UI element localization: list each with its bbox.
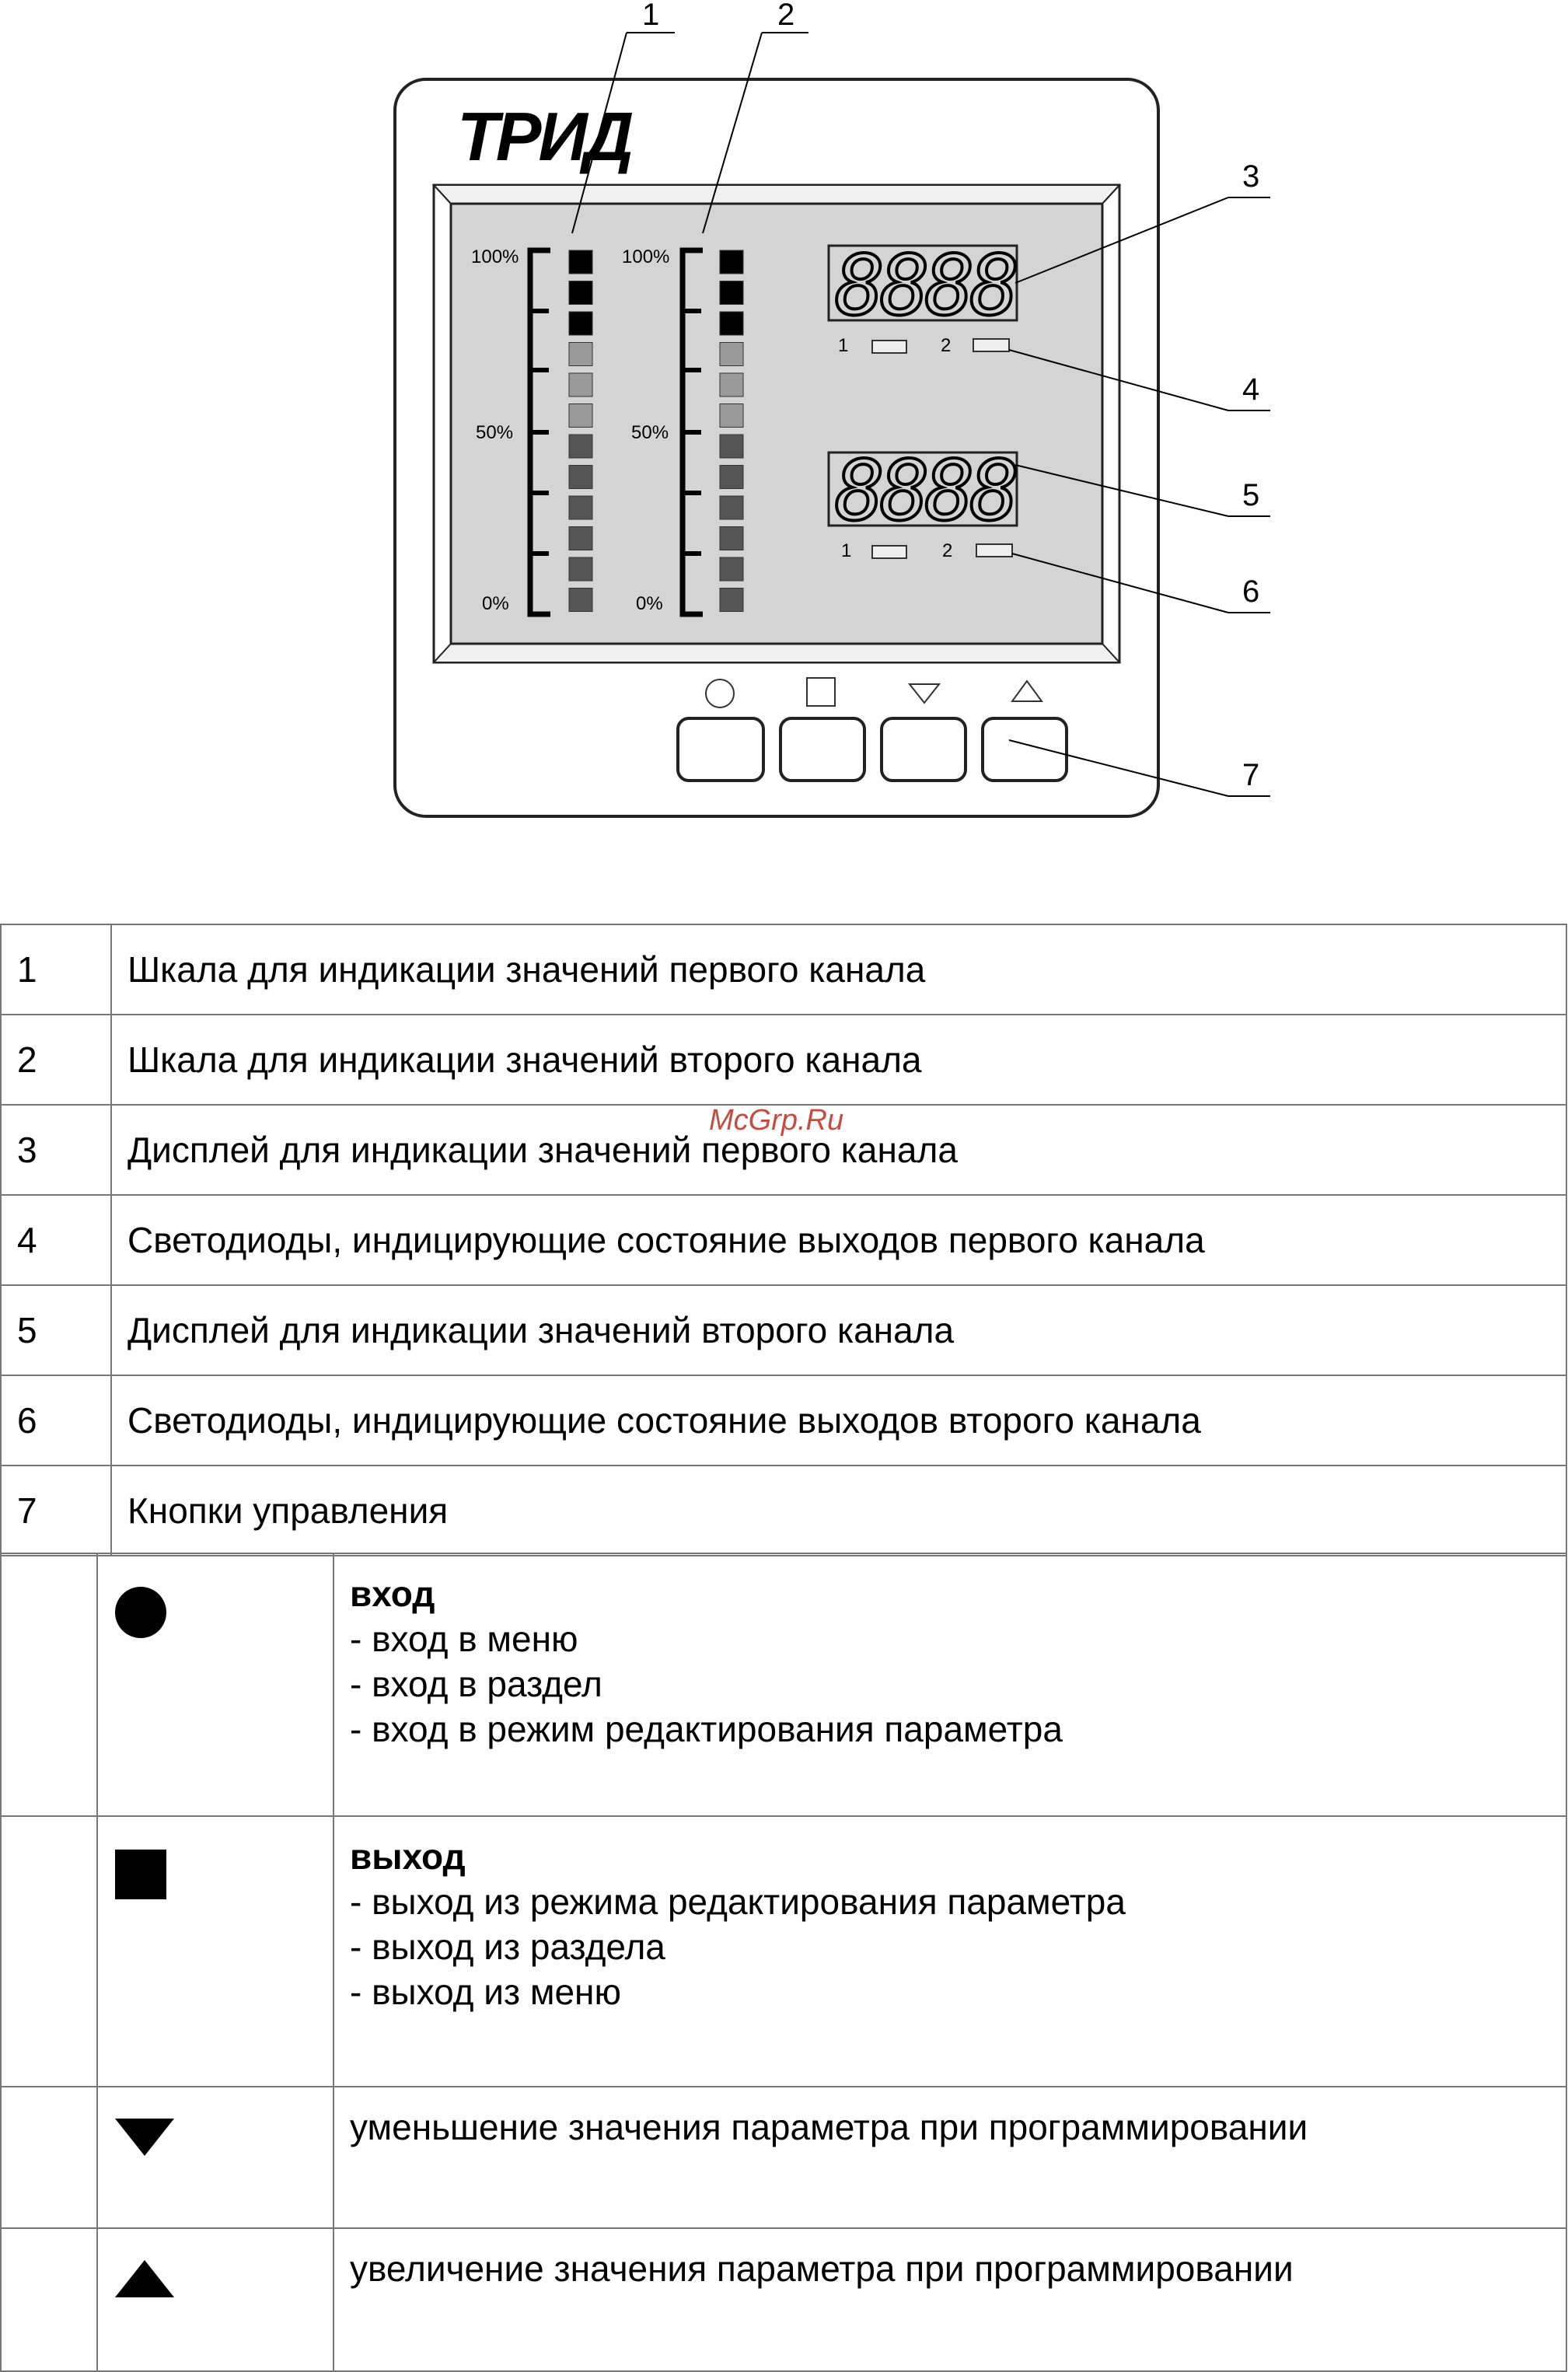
legend-row — [1, 1195, 1566, 1285]
led-segment — [720, 589, 743, 612]
legend-row — [1, 924, 1566, 1015]
button-desc-line: уменьшение значения параметра при программировании — [350, 2107, 1308, 2147]
button-desc-line: - выход из режима редактирования параметра — [350, 1881, 1126, 1922]
led-indicator — [976, 544, 1012, 557]
legend-description: Шкала для индикации значений второго канала — [111, 1015, 1566, 1105]
device-front-panel-diagram — [0, 0, 1568, 894]
square-icon — [113, 1848, 168, 1902]
led-segment — [569, 312, 592, 335]
button-row-up — [1, 2228, 1566, 2371]
brand-logo: ТРИД — [457, 98, 631, 175]
enter-button[interactable] — [678, 718, 763, 781]
button-desc-line: - вход в меню — [350, 1619, 578, 1659]
exit-button[interactable] — [781, 718, 864, 781]
scale-label-50: 50% — [476, 422, 514, 443]
scale-label-50: 50% — [631, 422, 669, 443]
led-label-2: 2 — [941, 335, 952, 356]
display-channel-1 — [829, 238, 1017, 334]
watermark: McGrp.Ru — [709, 1104, 844, 1137]
led-segment — [720, 312, 743, 335]
legend-number: 2 — [1, 1015, 111, 1105]
scale-label-100: 100% — [471, 246, 519, 267]
button-desc-line: увеличение значения параметра при программировании — [350, 2248, 1294, 2289]
legend-row — [1, 1375, 1566, 1465]
led-segment — [569, 404, 592, 428]
scale-label-100: 100% — [622, 246, 670, 267]
led-segment — [569, 466, 592, 489]
callout-7: 7 — [1242, 758, 1260, 792]
triangle-up-icon — [113, 2257, 176, 2304]
callout-6: 6 — [1242, 575, 1260, 609]
button-row-exit — [1, 1816, 1566, 2087]
legend-description: Дисплей для индикации значений второго канала — [111, 1285, 1566, 1375]
buttons-table — [0, 1553, 1567, 2372]
callout-5: 5 — [1242, 478, 1260, 512]
led-indicator — [872, 546, 906, 558]
led-segment — [720, 496, 743, 519]
up-button[interactable] — [983, 718, 1067, 781]
display-channel-2 — [829, 443, 1017, 539]
led-label-1: 1 — [841, 540, 852, 561]
legend-row — [1, 1285, 1566, 1375]
legend-number: 6 — [1, 1375, 111, 1465]
callout-4: 4 — [1242, 372, 1260, 407]
led-segment — [720, 557, 743, 581]
legend-number: 3 — [1, 1105, 111, 1195]
legend-number: 4 — [1, 1195, 111, 1285]
led-segment — [720, 343, 743, 366]
button-desc-line: - вход в раздел — [350, 1664, 602, 1704]
led-segment — [720, 373, 743, 396]
led-segment — [569, 589, 592, 612]
display-digits: 8888 — [835, 443, 1015, 539]
led-segment — [720, 466, 743, 489]
led-segment — [569, 496, 592, 519]
led-segment — [569, 435, 592, 458]
led-segment — [569, 250, 592, 274]
legend-description: Светодиоды, индицирующие состояние выходов второго канала — [111, 1375, 1566, 1465]
legend-description: Дисплей для индикации значений первого канала — [111, 1105, 1566, 1195]
led-segment — [720, 527, 743, 550]
led-segment — [720, 281, 743, 305]
legend-number: 5 — [1, 1285, 111, 1375]
callout-3: 3 — [1242, 159, 1260, 194]
triangle-down-icon — [113, 2115, 176, 2162]
led-segment — [720, 435, 743, 458]
button-desc-line: - вход в режим редактирования параметра — [350, 1709, 1063, 1749]
legend-description: Светодиоды, индицирующие состояние выходов первого канала — [111, 1195, 1566, 1285]
led-segment — [569, 373, 592, 396]
legend-number: 7 — [1, 1465, 111, 1556]
legend-description: Шкала для индикации значений первого канала — [111, 924, 1566, 1015]
led-segment — [569, 527, 592, 550]
callout-2: 2 — [777, 0, 795, 32]
led-segment — [569, 557, 592, 581]
led-indicator — [872, 341, 906, 353]
led-label-2: 2 — [942, 540, 953, 561]
legend-description: Кнопки управления — [111, 1465, 1566, 1556]
led-segment — [720, 404, 743, 428]
legend-row — [1, 1015, 1566, 1105]
led-indicator — [973, 339, 1009, 351]
scale-label-0: 0% — [482, 593, 509, 614]
led-segment — [720, 250, 743, 274]
callout-1: 1 — [642, 0, 660, 32]
legend-row — [1, 1465, 1566, 1556]
led-label-1: 1 — [838, 335, 849, 356]
button-row-enter — [1, 1553, 1566, 1816]
down-button[interactable] — [882, 718, 966, 781]
button-desc-line: - выход из раздела — [350, 1927, 665, 1967]
button-desc-line: - выход из меню — [350, 1972, 621, 2012]
legend-number: 1 — [1, 924, 111, 1015]
button-title: выход — [350, 1836, 466, 1877]
legend-table — [0, 924, 1567, 1556]
scale-label-0: 0% — [636, 593, 663, 614]
button-row-down — [1, 2087, 1566, 2228]
button-title: вход — [350, 1574, 435, 1614]
led-segment — [569, 343, 592, 366]
led-segment — [569, 281, 592, 305]
circle-icon — [113, 1585, 168, 1640]
display-digits: 8888 — [835, 238, 1015, 334]
